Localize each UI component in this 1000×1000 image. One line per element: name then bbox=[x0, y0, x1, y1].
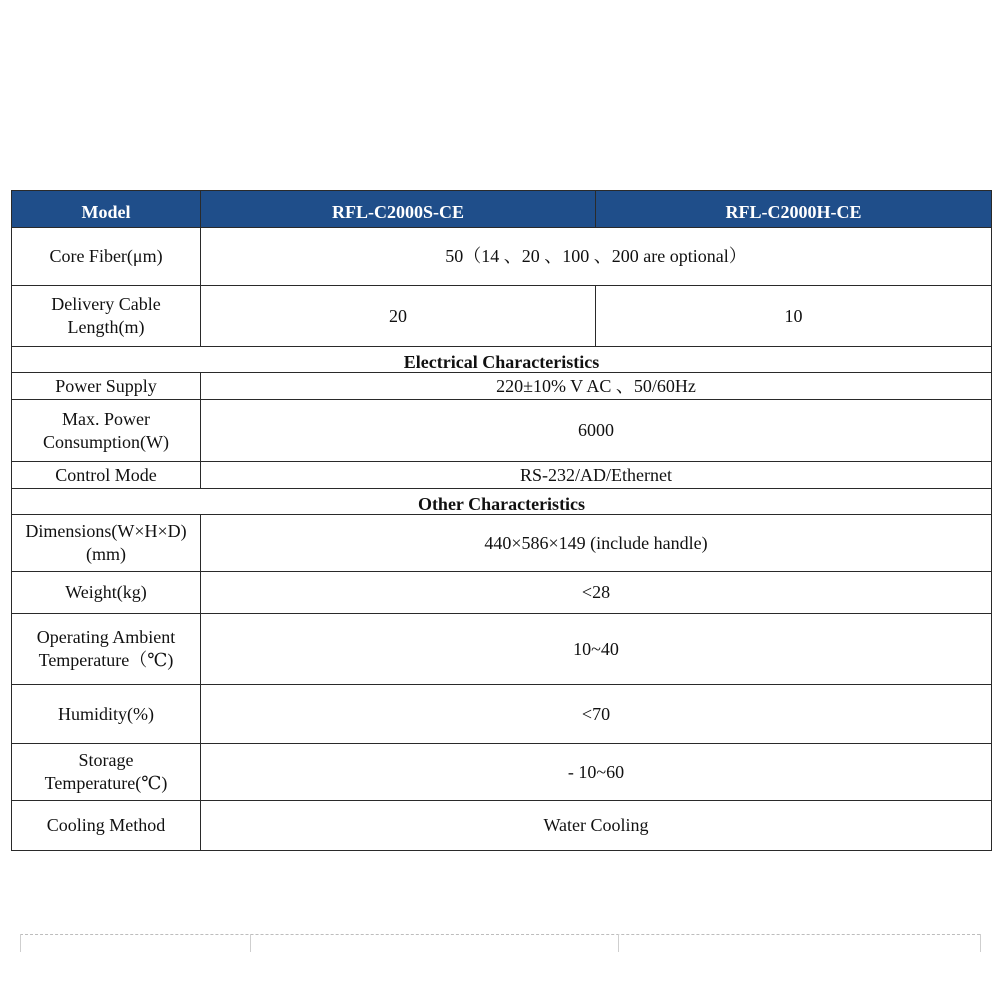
dimensions-label-line1: Dimensions(W×H×D) bbox=[25, 521, 187, 541]
delivery-cable-label-line1: Delivery Cable bbox=[51, 294, 161, 314]
section-row bbox=[12, 489, 992, 515]
model-header: Model bbox=[12, 191, 201, 228]
table-row bbox=[12, 744, 992, 801]
power-supply-value: 220±10% V AC 、50/60Hz bbox=[201, 373, 992, 400]
dimensions-value: 440×586×149 (include handle) bbox=[201, 515, 992, 572]
table-row bbox=[12, 572, 992, 614]
footer-tick bbox=[20, 934, 21, 952]
table-row bbox=[12, 400, 992, 462]
cooling-label: Cooling Method bbox=[12, 801, 201, 851]
max-power-value: 6000 bbox=[201, 400, 992, 462]
operating-temp-label-line2: Temperature（℃) bbox=[38, 650, 174, 670]
dimensions-label-line2: (mm) bbox=[86, 544, 126, 564]
table-row bbox=[12, 286, 992, 347]
humidity-label: Humidity(%) bbox=[12, 685, 201, 744]
weight-value: <28 bbox=[201, 572, 992, 614]
model-s-header: RFL-C2000S-CE bbox=[201, 191, 596, 228]
max-power-label-line1: Max. Power bbox=[62, 408, 150, 429]
storage-temp-label bbox=[12, 744, 201, 801]
footer-tick bbox=[618, 934, 619, 952]
table-row bbox=[12, 614, 992, 685]
storage-temp-label-line2: Temperature(℃) bbox=[44, 773, 168, 793]
header-row bbox=[12, 191, 992, 228]
footer-divider bbox=[20, 934, 980, 935]
footer-tick bbox=[250, 934, 251, 952]
table-row bbox=[12, 801, 992, 851]
table-row bbox=[12, 685, 992, 744]
operating-temp-label bbox=[12, 614, 201, 685]
spec-table bbox=[11, 190, 992, 851]
model-h-header: RFL-C2000H-CE bbox=[596, 191, 992, 228]
delivery-cable-value-h: 10 bbox=[596, 286, 992, 347]
other-section-title: Other Characteristics bbox=[12, 489, 992, 515]
max-power-label-line2: Consumption(W) bbox=[43, 431, 169, 452]
max-power-label bbox=[12, 400, 201, 462]
table-row bbox=[12, 373, 992, 400]
control-mode-value: RS-232/AD/Ethernet bbox=[201, 462, 992, 489]
section-row bbox=[12, 347, 992, 373]
core-fiber-label: Core Fiber(μm) bbox=[12, 228, 201, 286]
footer-tick bbox=[980, 934, 981, 952]
delivery-cable-label-line2: Length(m) bbox=[67, 317, 145, 337]
table-row bbox=[12, 462, 992, 489]
weight-label: Weight(kg) bbox=[12, 572, 201, 614]
delivery-cable-value-s: 20 bbox=[201, 286, 596, 347]
delivery-cable-label bbox=[12, 286, 201, 347]
storage-temp-value: - 10~60 bbox=[201, 744, 992, 801]
storage-temp-label-line1: Storage bbox=[78, 750, 134, 770]
humidity-value: <70 bbox=[201, 685, 992, 744]
power-supply-label: Power Supply bbox=[12, 373, 201, 400]
operating-temp-value: 10~40 bbox=[201, 614, 992, 685]
table-row bbox=[12, 228, 992, 286]
operating-temp-label-line1: Operating Ambient bbox=[36, 627, 176, 647]
core-fiber-value: 50（14 、20 、100 、200 are optional） bbox=[201, 228, 992, 286]
electrical-section-title: Electrical Characteristics bbox=[12, 347, 992, 373]
dimensions-label bbox=[12, 515, 201, 572]
cooling-value: Water Cooling bbox=[201, 801, 992, 851]
table-row bbox=[12, 515, 992, 572]
control-mode-label: Control Mode bbox=[12, 462, 201, 489]
